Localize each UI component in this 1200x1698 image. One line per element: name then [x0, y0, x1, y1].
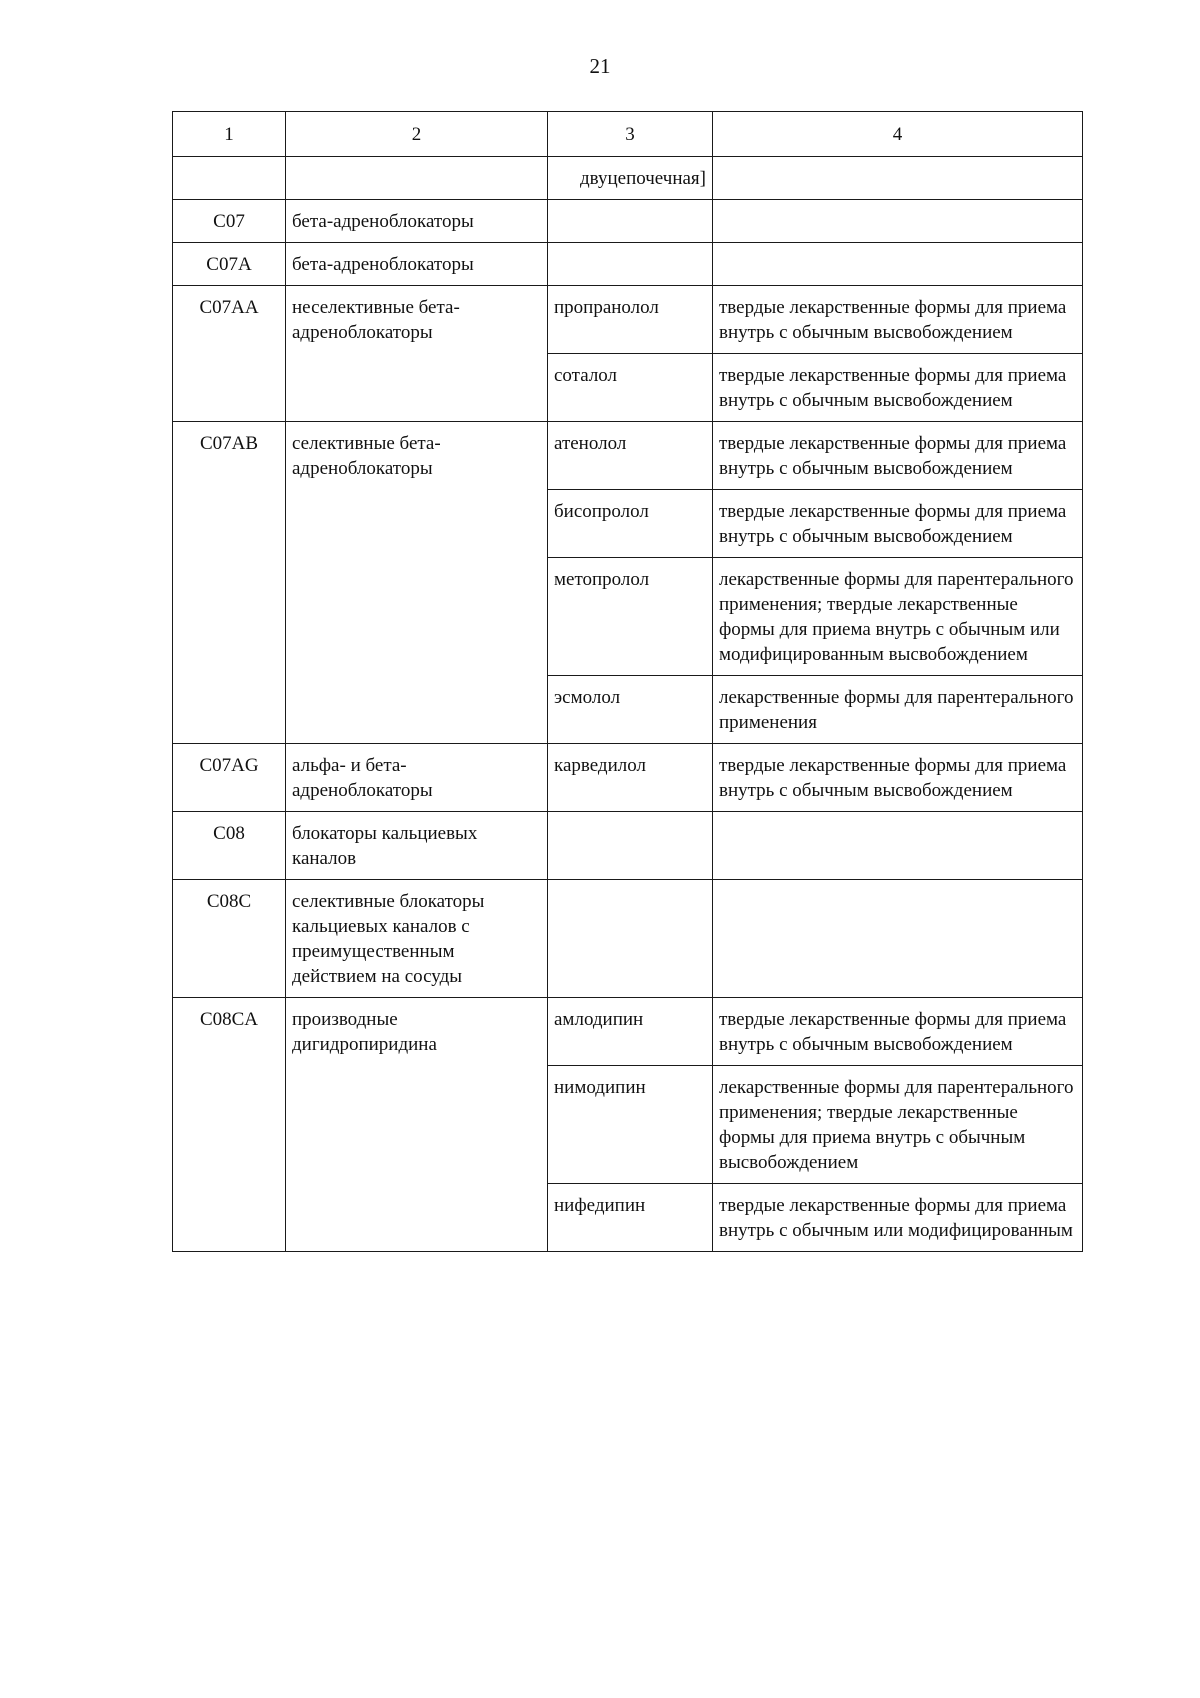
dosage-form-cell: твердые лекарственные формы для приема внутрь с обычным высвобождением — [713, 490, 1083, 558]
atc-code-cell: C07AG — [173, 744, 286, 812]
drug-name-cell: карведилол — [548, 744, 713, 812]
drug-name-cell: эсмолол — [548, 676, 713, 744]
drug-name-cell: амлодипин — [548, 998, 713, 1066]
table-header-row — [173, 112, 1083, 157]
table-row — [173, 200, 1083, 243]
header-cell: 4 — [713, 112, 1083, 157]
atc-code-cell: C07 — [173, 200, 286, 243]
group-name-cell: альфа- и бета-адреноблокаторы — [286, 744, 548, 812]
dosage-form-cell: твердые лекарственные формы для приема внутрь с обычным высвобождением — [713, 998, 1083, 1066]
continuation-cell: двуцепочечная] — [548, 157, 713, 200]
dosage-form-cell: твердые лекарственные формы для приема внутрь с обычным высвобождением — [713, 354, 1083, 422]
empty-cell — [548, 880, 713, 998]
group-name-cell: селективные бета-адреноблокаторы — [286, 422, 548, 744]
drug-name-cell: атенолол — [548, 422, 713, 490]
atc-code-cell: C08 — [173, 812, 286, 880]
table-row — [173, 286, 1083, 354]
table-row — [173, 998, 1083, 1066]
drug-name-cell: нимодипин — [548, 1066, 713, 1184]
continuation-row — [173, 157, 1083, 200]
dosage-form-cell: лекарственные формы для парентерального применения; твердые лекарственные формы для приема внутрь с обычным или модифицированным высвобождением — [713, 558, 1083, 676]
empty-cell — [286, 157, 548, 200]
dosage-form-cell: твердые лекарственные формы для приема внутрь с обычным высвобождением — [713, 744, 1083, 812]
header-cell: 2 — [286, 112, 548, 157]
atc-code-cell: C07A — [173, 243, 286, 286]
empty-cell — [713, 157, 1083, 200]
dosage-form-cell: твердые лекарственные формы для приема внутрь с обычным высвобождением — [713, 286, 1083, 354]
empty-cell — [548, 812, 713, 880]
atc-code-cell: C07AB — [173, 422, 286, 744]
dosage-form-cell: лекарственные формы для парентерального применения; твердые лекарственные формы для приема внутрь с обычным высвобождением — [713, 1066, 1083, 1184]
drug-table — [172, 111, 1083, 1252]
empty-cell — [713, 880, 1083, 998]
table-row — [173, 812, 1083, 880]
dosage-form-cell: твердые лекарственные формы для приема внутрь с обычным или модифицированным — [713, 1184, 1083, 1252]
table-row — [173, 243, 1083, 286]
group-name-cell: производные дигидропиридина — [286, 998, 548, 1252]
group-name-cell: селективные блокаторы кальциевых каналов с преимущественным действием на сосуды — [286, 880, 548, 998]
drug-name-cell: бисопролол — [548, 490, 713, 558]
empty-cell — [713, 200, 1083, 243]
empty-cell — [713, 812, 1083, 880]
atc-code-cell: C08C — [173, 880, 286, 998]
group-name-cell: блокаторы кальциевых каналов — [286, 812, 548, 880]
empty-cell — [173, 157, 286, 200]
group-name-cell: бета-адреноблокаторы — [286, 200, 548, 243]
drug-name-cell: соталол — [548, 354, 713, 422]
table-row — [173, 422, 1083, 490]
atc-code-cell: C07AA — [173, 286, 286, 422]
empty-cell — [548, 243, 713, 286]
drug-name-cell: метопролол — [548, 558, 713, 676]
header-cell: 3 — [548, 112, 713, 157]
table-body — [173, 112, 1083, 1252]
atc-code-cell: C08CA — [173, 998, 286, 1252]
drug-name-cell: нифедипин — [548, 1184, 713, 1252]
empty-cell — [713, 243, 1083, 286]
empty-cell — [548, 200, 713, 243]
table-row — [173, 880, 1083, 998]
dosage-form-cell: лекарственные формы для парентерального применения — [713, 676, 1083, 744]
header-cell: 1 — [173, 112, 286, 157]
group-name-cell: бета-адреноблокаторы — [286, 243, 548, 286]
table-row — [173, 744, 1083, 812]
page-number: 21 — [589, 54, 611, 78]
dosage-form-cell: твердые лекарственные формы для приема внутрь с обычным высвобождением — [713, 422, 1083, 490]
group-name-cell: неселективные бета-адреноблокаторы — [286, 286, 548, 422]
drug-name-cell: пропранолол — [548, 286, 713, 354]
